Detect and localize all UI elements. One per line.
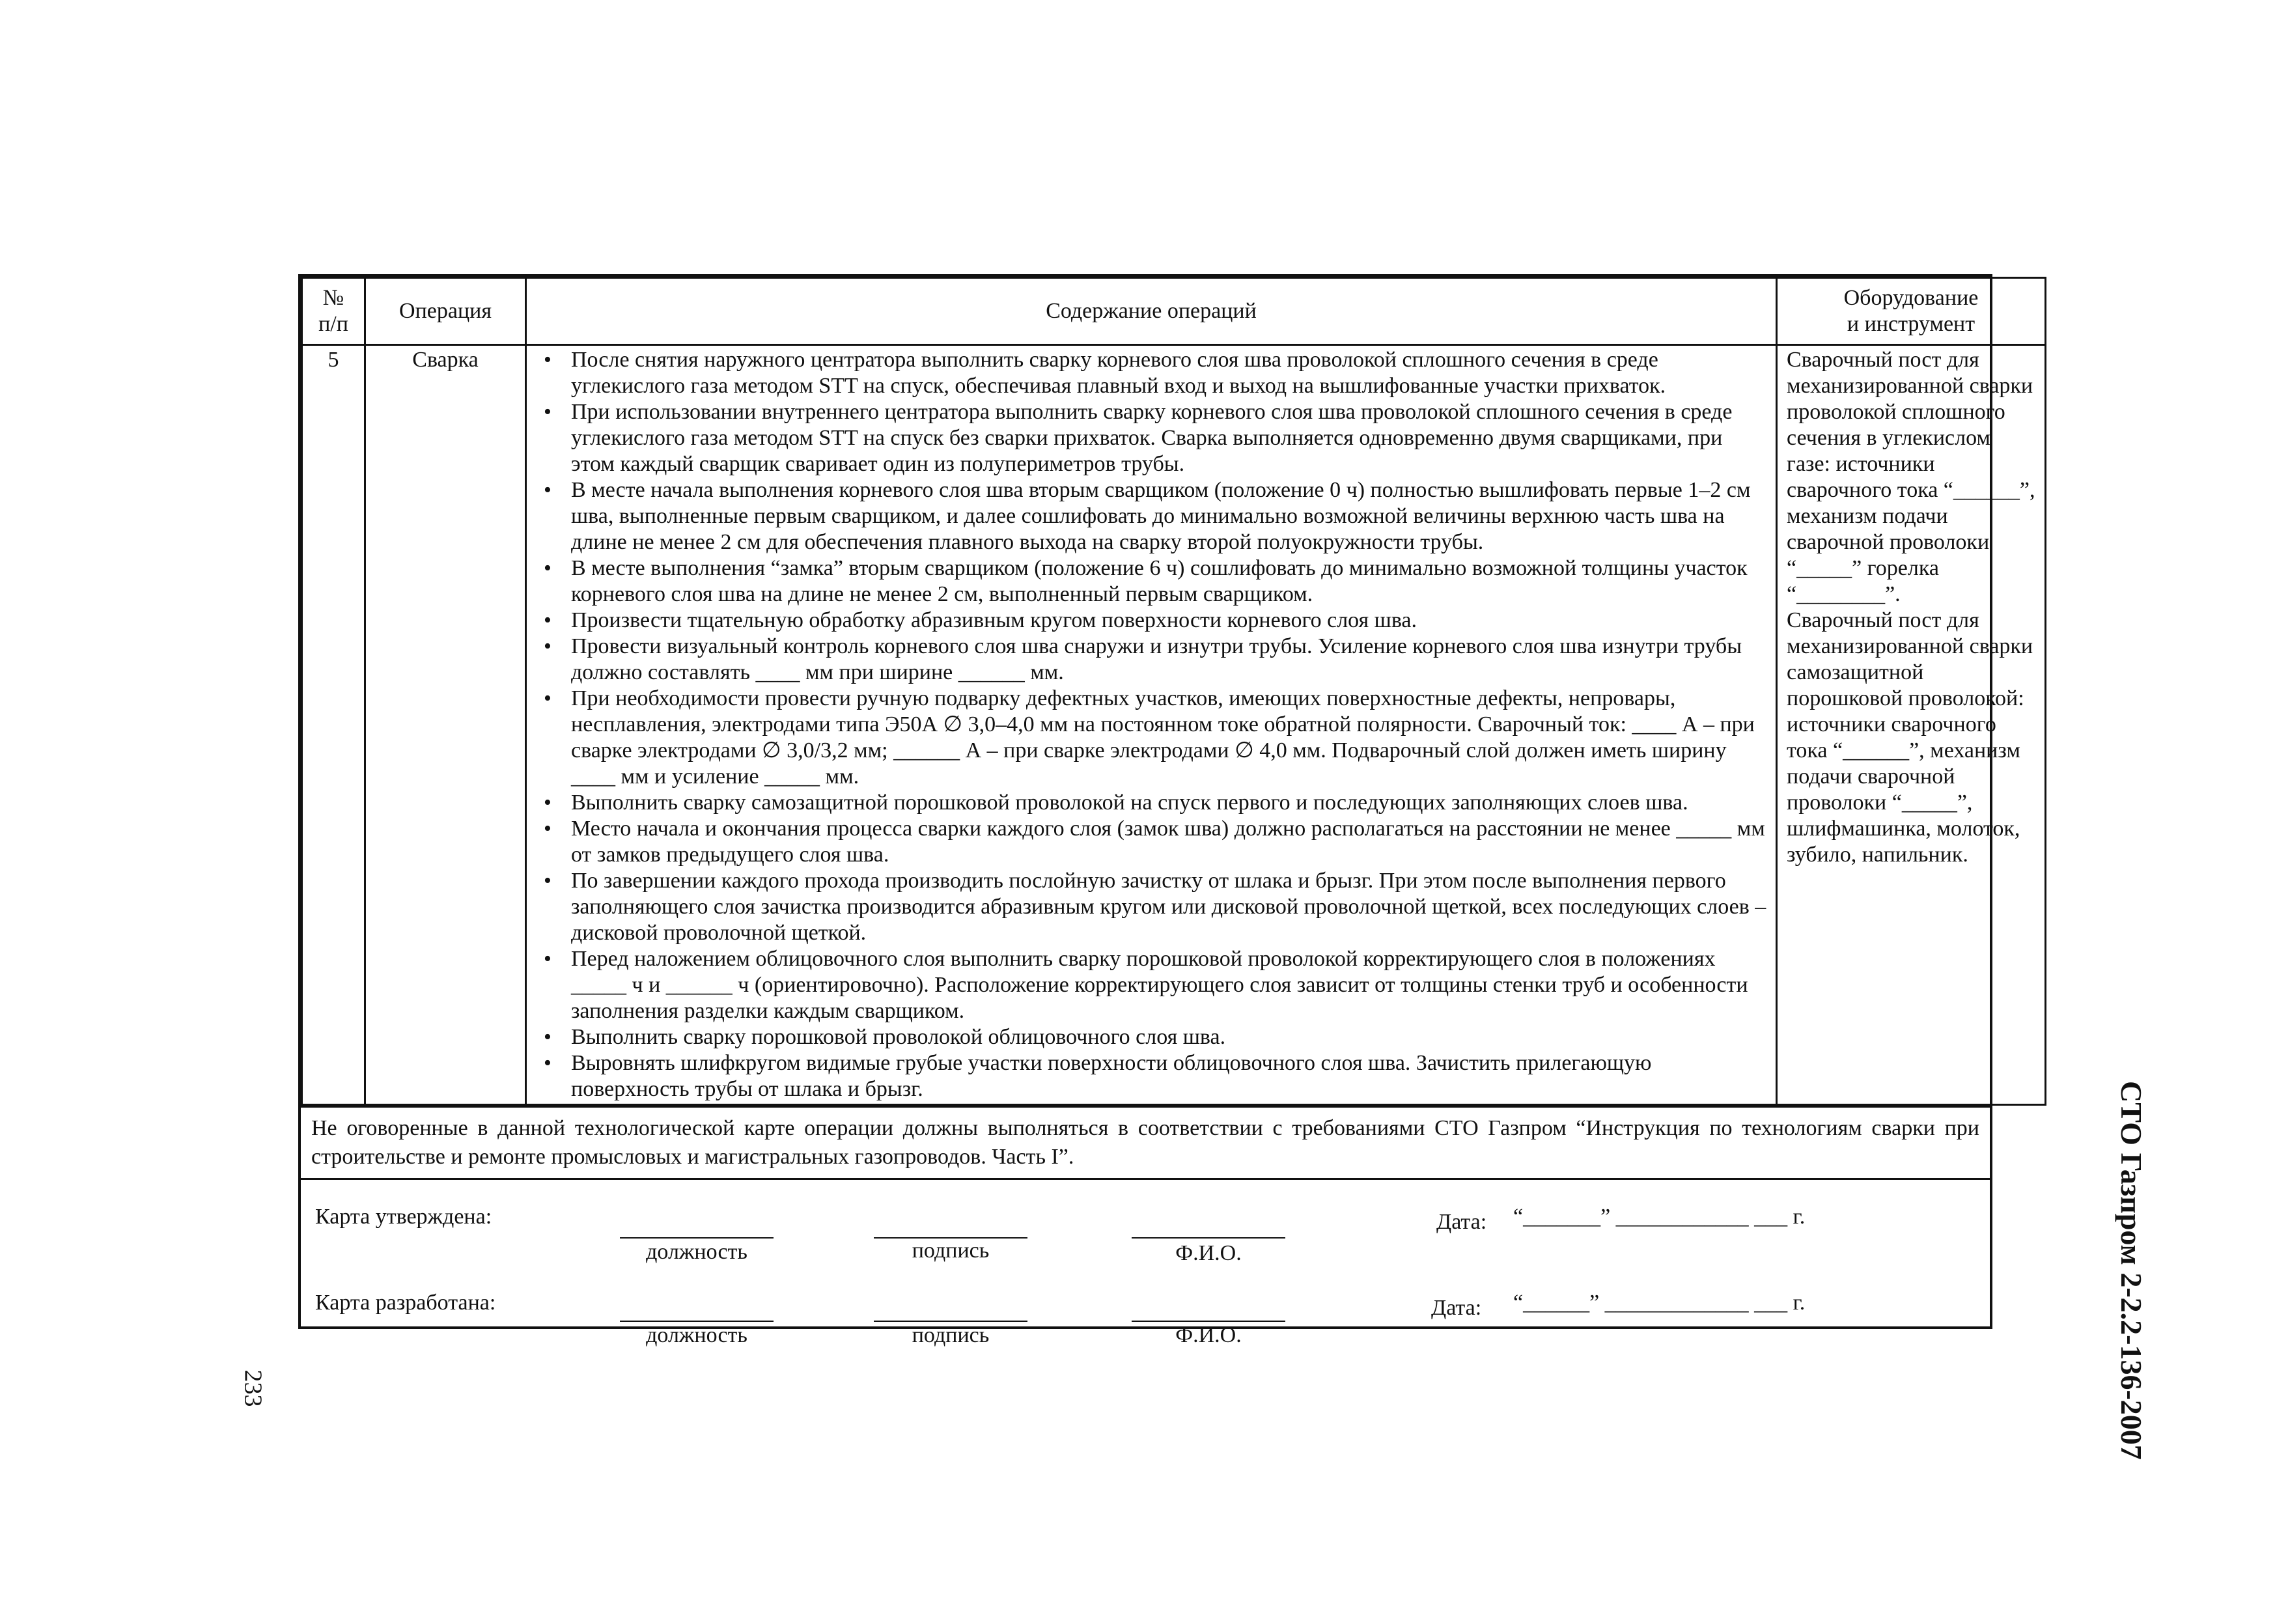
signature-caption: подпись bbox=[912, 1323, 990, 1347]
header-operation: Операция bbox=[365, 278, 526, 345]
date-label: Дата: bbox=[1436, 1210, 1487, 1234]
position-caption: должность bbox=[646, 1240, 747, 1264]
name-line[interactable] bbox=[1132, 1237, 1285, 1239]
list-item: • При использовании внутреннего центратора выполнить сварку корневого слоя шва проволокой сплошного сечения в среде углекислого газа методом STT на спуск без сварки прихваток. Сварка выполняется одновременно двумя сварщиками, при этом каждый сварщик сваривает один из полупериметров трубы. bbox=[571, 399, 1770, 477]
list-item: • В месте начала выполнения корневого слоя шва вторым сварщиком (положение 0 ч) полностью вышлифовать первые 1–2 см шва, выполненные первым сварщиком, и далее сошлифовать до минимально возможной величины верхнюю часть шва на длине не менее 2 см для обеспечения плавного выхода на сварку второй полуокружности трубы. bbox=[571, 477, 1770, 555]
header-equipment: Оборудование и инструмент bbox=[1777, 278, 2046, 345]
position-line[interactable] bbox=[620, 1321, 774, 1322]
list-item: • Произвести тщательную обработку абразивным кругом поверхности корневого слоя шва. bbox=[571, 608, 1770, 634]
row-content bbox=[526, 345, 1777, 1105]
list-item: • В месте выполнения “замка” вторым сварщиком (положение 6 ч) сошлифовать до минимально возможной толщины участок корневого слоя шва на длине не менее 2 см, выполненный первым сварщиком. bbox=[571, 555, 1770, 608]
list-item: • Выровнять шлифкругом видимые грубые участки поверхности облицовочного слоя шва. Зачистить прилегающую поверхность трубы от шлака и брызг. bbox=[571, 1050, 1770, 1102]
table-row bbox=[302, 345, 2046, 1105]
header-content: Содержание операций bbox=[526, 278, 1777, 345]
list-item: • По завершении каждого прохода производить послойную зачистку от шлака и брызг. При этом после выполнения первого заполняющего слоя зачистка производится абразивным кругом или дисковой проволочной щеткой, всех последующих слоев – дисковой проволочной щеткой. bbox=[571, 868, 1770, 946]
operations-table bbox=[301, 277, 2046, 1106]
list-item: • Место начала и окончания процесса сварки каждого слоя (замок шва) должно располагаться на расстоянии не менее _____ мм от замков предыдущего слоя шва. bbox=[571, 816, 1770, 868]
row-operation: Сварка bbox=[365, 345, 526, 1105]
row-num: 5 bbox=[302, 345, 365, 1105]
header-num: № п/п bbox=[302, 278, 365, 345]
list-item: • Перед наложением облицовочного слоя выполнить сварку порошковой проволокой корректирующего слоя в положениях _____ ч и ______ ч (ориентировочно). Расположение корректирующего слоя зависит от толщины стенки труб и особенности заполнения разделки каждым сварщиком. bbox=[571, 946, 1770, 1024]
signature-block bbox=[301, 1180, 1990, 1356]
table-header-row bbox=[302, 278, 2046, 345]
list-item: • Провести визуальный контроль корневого слоя шва снаружи и изнутри трубы. Усиление корневого слоя шва изнутри трубы должно составлять ____ мм при ширине ______ мм. bbox=[571, 634, 1770, 686]
process-card bbox=[298, 274, 2035, 1347]
developed-label: Карта разработана: bbox=[315, 1291, 496, 1315]
list-item: • При необходимости провести ручную подварку дефектных участков, имеющих поверхностные дефекты, непровары, несплавления, электродами типа Э50А ∅ 3,0–4,0 мм на постоянном токе обратной полярности. Сварочный ток: ____ А – при сварке электродами ∅ 3,0/3,2 мм; ______ А – при сварке электродами ∅ 4,0 мм. Подварочный слой должен иметь ширину ____ мм и усиление _____ мм. bbox=[571, 686, 1770, 790]
name-line[interactable] bbox=[1132, 1321, 1285, 1322]
document-code: СТО Газпром 2-2.2-136-2007 bbox=[2115, 1081, 2148, 1460]
date-label: Дата: bbox=[1431, 1296, 1482, 1320]
date-field[interactable]: “______” _____________ ___ г. bbox=[1513, 1291, 1806, 1315]
position-caption: должность bbox=[646, 1323, 747, 1347]
signature-caption: подпись bbox=[912, 1239, 990, 1263]
list-item: • После снятия наружного центратора выполнить сварку корневого слоя шва проволокой сплошного сечения в среде углекислого газа методом STT на спуск, обеспечивая плавный вход и выход на вышлифованные участки прихваток. bbox=[571, 347, 1770, 399]
list-item: • Выполнить сварку порошковой проволокой облицовочного слоя шва. bbox=[571, 1024, 1770, 1050]
name-caption: Ф.И.О. bbox=[1175, 1323, 1242, 1347]
operation-steps bbox=[532, 347, 1770, 1102]
name-caption: Ф.И.О. bbox=[1175, 1241, 1242, 1265]
signature-line[interactable] bbox=[874, 1321, 1027, 1322]
date-field[interactable]: “_______” ____________ ___ г. bbox=[1513, 1205, 1806, 1229]
position-line[interactable] bbox=[620, 1237, 774, 1239]
page-number: 233 bbox=[239, 1369, 267, 1407]
general-note: Не оговоренные в данной технологической карте операции должны выполняться в соответствии с требованиями СТО Газпром “Инструкция по технологиям сварки при строительстве и ремонте промысловых и магистральных газопроводов. Часть I”. bbox=[301, 1106, 1990, 1180]
list-item: • Выполнить сварку самозащитной порошковой проволокой на спуск первого и последующих заполняющих слоев шва. bbox=[571, 790, 1770, 816]
approved-label: Карта утверждена: bbox=[315, 1205, 492, 1229]
row-equipment: Сварочный пост для механизированной сварки проволокой сплошного сечения в углекислом газе: источники сварочного тока “______”, механизм подачи сварочной проволоки “_____” горелка “________”. Сварочный пост для механизированной сварки самозащитной порошковой проволокой: источники сварочного тока “______”, механизм подачи сварочной проволоки “_____”, шлифмашинка, молоток, зубило, напильник. bbox=[1777, 345, 2046, 1105]
